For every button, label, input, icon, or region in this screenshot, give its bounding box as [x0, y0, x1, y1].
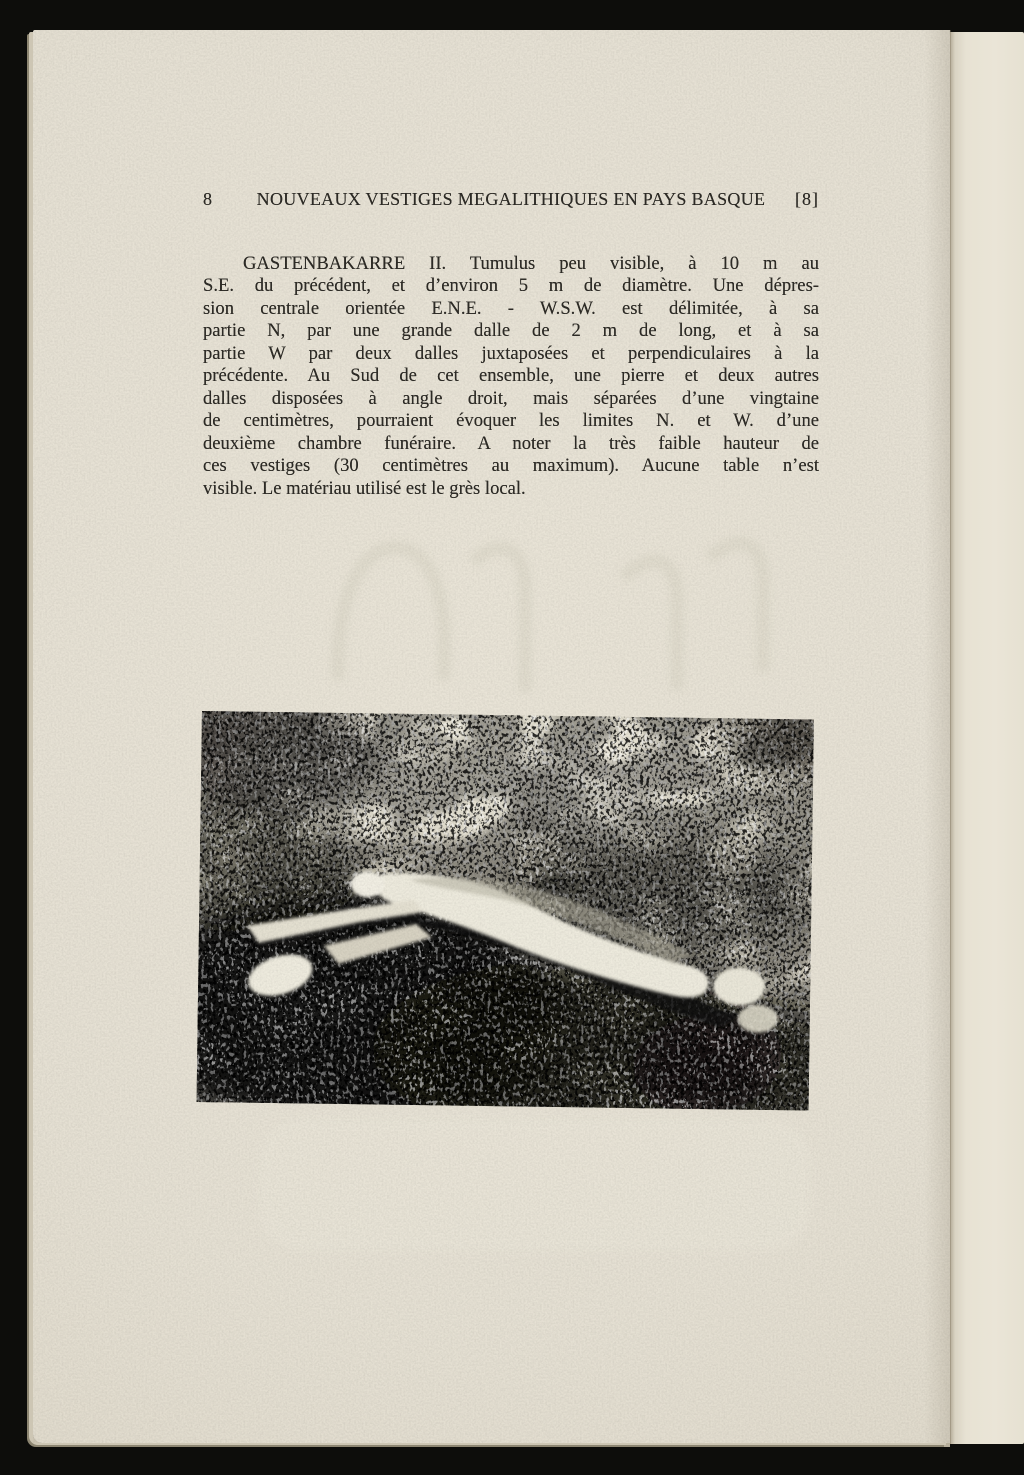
next-page-edge: [950, 32, 1024, 1444]
paragraph-line: S.E. du précédent, et d’environ 5 m de diamètre. Une dépres-: [203, 275, 819, 297]
running-title: NOUVEAUX VESTIGES MEGALITHIQUES EN PAYS BASQUE: [256, 189, 766, 209]
paragraph-line: partie N, par une grande dalle de 2 m de long, et à sa: [203, 320, 819, 342]
paragraph-line: GASTENBAKARRE II. Tumulus peu visible, à 10 m au: [243, 253, 819, 274]
paragraph-line: partie W par deux dalles juxtaposées et perpendiculaires à la: [203, 342, 819, 364]
paragraph-line: sion centrale orientée E.N.E. - W.S.W. est délimitée, à sa: [203, 297, 819, 319]
book-page: [33, 30, 950, 1443]
photograph-image: [197, 711, 814, 1111]
paragraph-line: précédente. Au Sud de cet ensemble, une pierre et deux autres: [203, 365, 819, 387]
paragraph-line: deuxième chambre funéraire. A noter la très faible hauteur de: [203, 432, 819, 454]
running-head: [203, 189, 819, 213]
body-paragraph: [203, 253, 819, 500]
bracket-page-number: [8]: [795, 189, 819, 209]
photograph: [197, 711, 814, 1111]
paragraph-line: de centimètres, pourraient évoquer les limites N. et W. d’une: [203, 410, 819, 432]
paragraph-line: dalles disposées à angle droit, mais séparées d’une vingtaine: [203, 387, 819, 409]
paragraph-line: ces vestiges (30 centimètres au maximum). Aucune table n’est: [203, 455, 819, 477]
page-number: 8: [203, 189, 213, 209]
paper-blemish: [260, 1120, 810, 1250]
ink-showthrough: [338, 543, 763, 692]
paragraph-line: visible. Le matériau utilisé est le grès local.: [203, 477, 526, 499]
